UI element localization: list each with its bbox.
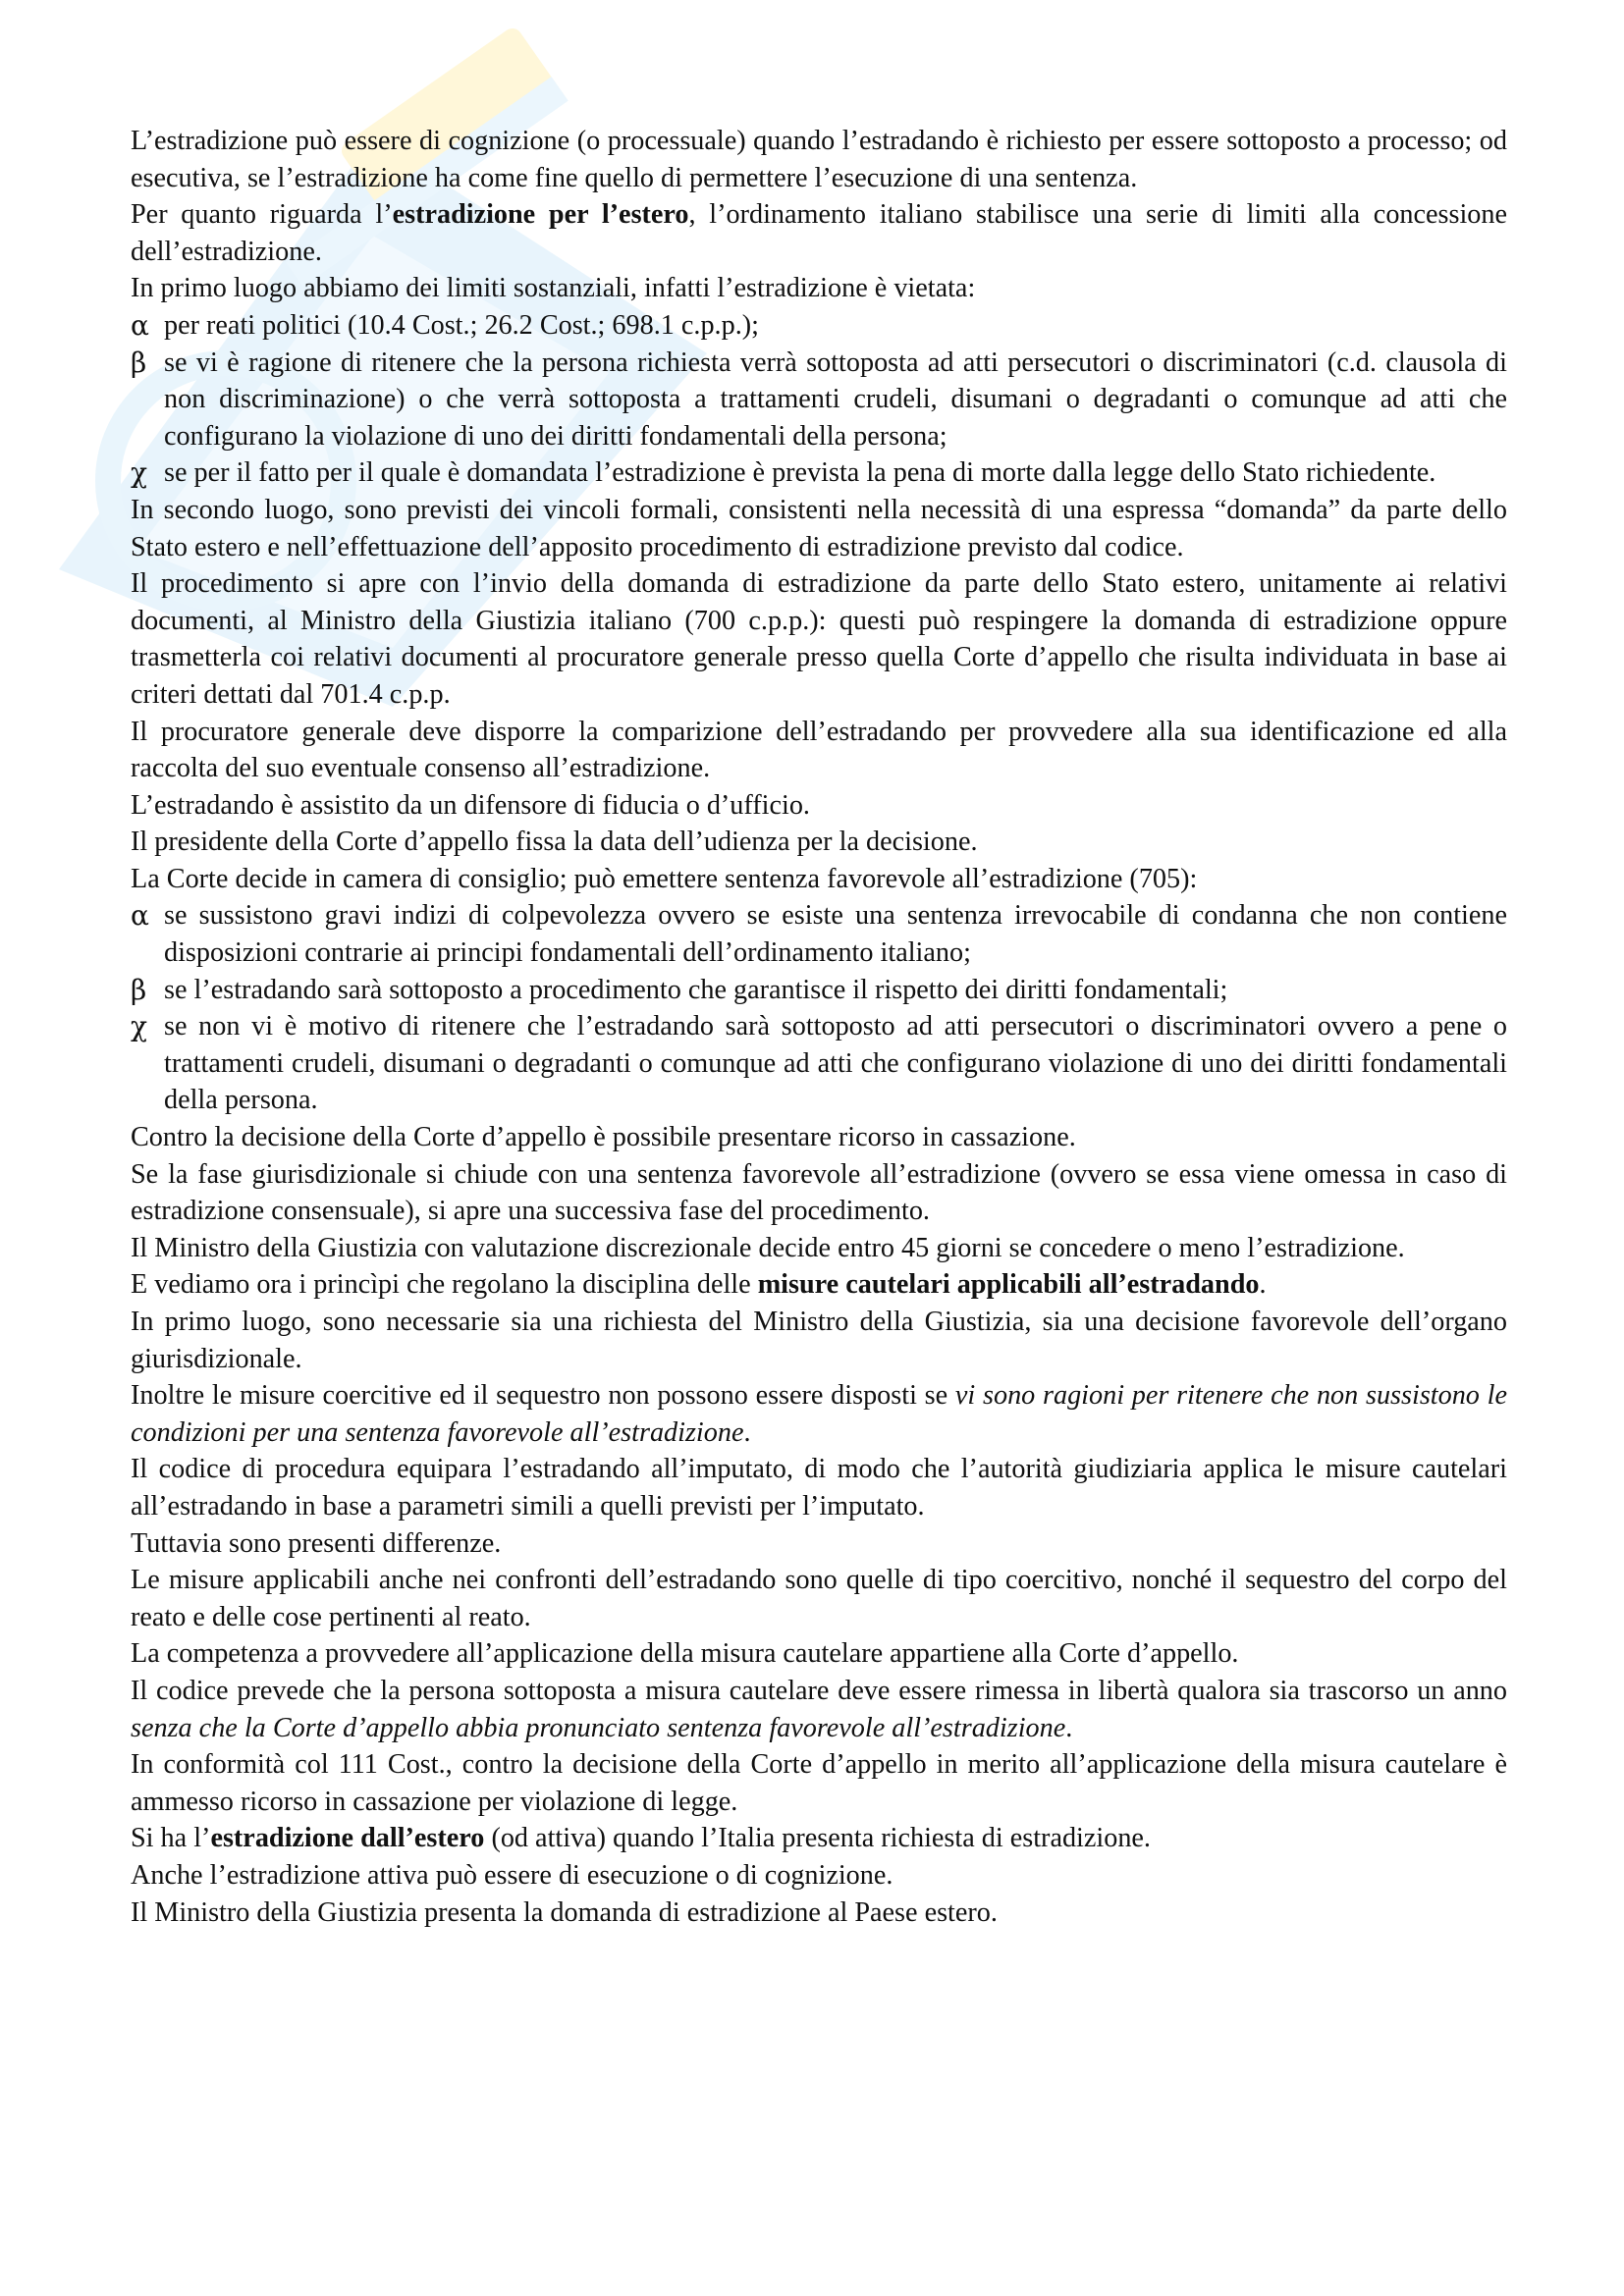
paragraph: In primo luogo abbiamo dei limiti sostanziali, infatti l’estradizione è vietata: bbox=[131, 273, 976, 304]
paragraph: Se la fase giurisdizionale si chiude con una sentenza favorevole all’estradizione (ovvero se essa viene omessa in caso di estradizione consensuale), si apre una successiva fase del procedimento. bbox=[131, 1158, 1507, 1227]
bold-term: estradizione per l’estero bbox=[392, 199, 689, 231]
paragraph: Per quanto riguarda l’estradizione per l’estero, l’ordinamento italiano stabilisce una serie di limiti alla concessione dell’estradizione. bbox=[131, 199, 1507, 267]
paragraph: Contro la decisione della Corte d’appello è possibile presentare ricorso in cassazione. bbox=[131, 1122, 1076, 1153]
list-item bbox=[131, 307, 1507, 345]
paragraph: E vediamo ora i princìpi che regolano la disciplina delle misure cautelari applicabili all’estradando. bbox=[131, 1269, 1267, 1301]
paragraph: L’estradizione può essere di cognizione (o processuale) quando l’estradando è richiesto per essere sottoposto a processo; od esecutiva, se l’estradizione ha come fine quello di permettere l’esecuzione di una sentenza. bbox=[131, 126, 1507, 193]
paragraph: Il procuratore generale deve disporre la comparizione dell’estradando per provvedere alla sua identificazione ed alla raccolta del suo eventuale consenso all’estradizione. bbox=[131, 716, 1507, 784]
italic-phrase: senza che la Corte d’appello abbia pronunciato sentenza favorevole all’estradizione bbox=[131, 1712, 1066, 1743]
list-item-text: se vi è ragione di ritenere che la persona richiesta verrà sottoposta ad atti persecutori o discriminatori (c.d. clausola di non discriminazione) o che verrà sottoposta a trattamenti crudeli, disumani o degradanti o comunque ad atti che configurano la violazione di uno dei diritti fondamentali della persona; bbox=[164, 347, 1507, 452]
paragraph: Tuttavia sono presenti differenze. bbox=[131, 1527, 502, 1559]
list-item-text: se sussistono gravi indizi di colpevolezza ovvero se esiste una sentenza irrevocabile di condanna che non contiene disposizioni contrarie ai principi fondamentali dell’ordinamento italiano; bbox=[164, 900, 1507, 969]
paragraph: La Corte decide in camera di consiglio; può emettere sentenza favorevole all’estradizione (705): bbox=[131, 863, 1198, 894]
italic-phrase: vi sono ragioni per ritenere che non sussistono le condizioni per una sentenza favorevole all’estradizione bbox=[131, 1380, 1507, 1448]
paragraph: Le misure applicabili anche nei confronti dell’estradando sono quelle di tipo coercitivo, nonché il sequestro del corpo del reato e delle cose pertinenti al reato. bbox=[131, 1565, 1507, 1632]
paragraph: Si ha l’estradizione dall’estero (od attiva) quando l’Italia presenta richiesta di estradizione. bbox=[131, 1823, 1151, 1854]
list-item bbox=[131, 345, 1507, 455]
paragraph: In conformità col 111 Cost., contro la decisione della Corte d’appello in merito all’applicazione della misura cautelare è ammesso ricorso in cassazione per violazione di legge. bbox=[131, 1749, 1507, 1817]
document-body bbox=[131, 123, 1507, 1931]
list-item-text: se per il fatto per il quale è domandata l’estradizione è prevista la pena di morte dalla legge dello Stato richiedente. bbox=[164, 457, 1436, 489]
paragraph: Inoltre le misure coercitive ed il sequestro non possono essere disposti se vi sono ragioni per ritenere che non sussistono le condizioni per una sentenza favorevole all’estradizione. bbox=[131, 1380, 1507, 1448]
list-item-text: per reati politici (10.4 Cost.; 26.2 Cost.; 698.1 c.p.p.); bbox=[164, 309, 759, 341]
list-marker: β bbox=[131, 973, 147, 1006]
list-marker: β bbox=[131, 346, 147, 379]
paragraph: Anche l’estradizione attiva può essere di esecuzione o di cognizione. bbox=[131, 1859, 893, 1891]
paragraph: La competenza a provvedere all’applicazione della misura cautelare appartiene alla Corte d’appello. bbox=[131, 1638, 1239, 1670]
list-marker: α bbox=[131, 899, 149, 933]
list-marker: α bbox=[131, 308, 149, 342]
list-item bbox=[131, 972, 1507, 1009]
paragraph: Il Ministro della Giustizia con valutazione discrezionale decide entro 45 giorni se concedere o meno l’estradizione. bbox=[131, 1232, 1405, 1263]
list-item bbox=[131, 454, 1507, 492]
bold-term: estradizione dall’estero bbox=[210, 1823, 485, 1854]
bold-term: misure cautelari applicabili all’estradando bbox=[757, 1269, 1260, 1301]
list-item bbox=[131, 1008, 1507, 1119]
paragraph: Il presidente della Corte d’appello fissa la data dell’udienza per la decisione. bbox=[131, 827, 978, 858]
paragraph: L’estradando è assistito da un difensore di fiducia o d’ufficio. bbox=[131, 789, 810, 821]
list-marker: χ bbox=[131, 1010, 147, 1043]
paragraph: Il Ministro della Giustizia presenta la domanda di estradizione al Paese estero. bbox=[131, 1896, 998, 1928]
list-item bbox=[131, 897, 1507, 971]
paragraph: Il codice di procedura equipara l’estradando all’imputato, di modo che l’autorità giudiziaria applica le misure cautelari all’estradando in base a parametri simili a quelli previsti per l’imputato. bbox=[131, 1454, 1507, 1522]
paragraph: In secondo luogo, sono previsti dei vincoli formali, consistenti nella necessità di una espressa “domanda” da parte dello Stato estero e nell’effettuazione dell’apposito procedimento di estradizione previsto dal codice. bbox=[131, 494, 1507, 562]
paragraph: Il procedimento si apre con l’invio della domanda di estradizione da parte dello Stato estero, unitamente ai relativi documenti, al Ministro della Giustizia italiano (700 c.p.p.): questi può respingere la domanda di estradizione oppure trasmetterla coi relativi documenti al procuratore generale presso quella Corte d’appello che risulta individuata in base ai criteri dettati dal 701.4 c.p.p. bbox=[131, 568, 1507, 710]
list-item-text: se l’estradando sarà sottoposto a procedimento che garantisce il rispetto dei diritti fondamentali; bbox=[164, 974, 1228, 1005]
list-item-text: se non vi è motivo di ritenere che l’estradando sarà sottoposto ad atti persecutori o discriminatori ovvero a pene o trattamenti crudeli, disumani o degradanti o comunque ad atti che configurano violazione di uno dei diritti fondamentali della persona. bbox=[164, 1011, 1507, 1116]
paragraph: Il codice prevede che la persona sottoposta a misura cautelare deve essere rimessa in libertà qualora sia trascorso un anno senza che la Corte d’appello abbia pronunciato sentenza favorevole all’estradizione. bbox=[131, 1675, 1507, 1743]
list-marker: χ bbox=[131, 456, 147, 490]
paragraph: In primo luogo, sono necessarie sia una richiesta del Ministro della Giustizia, sia una decisione favorevole dell’organo giurisdizionale. bbox=[131, 1307, 1507, 1374]
